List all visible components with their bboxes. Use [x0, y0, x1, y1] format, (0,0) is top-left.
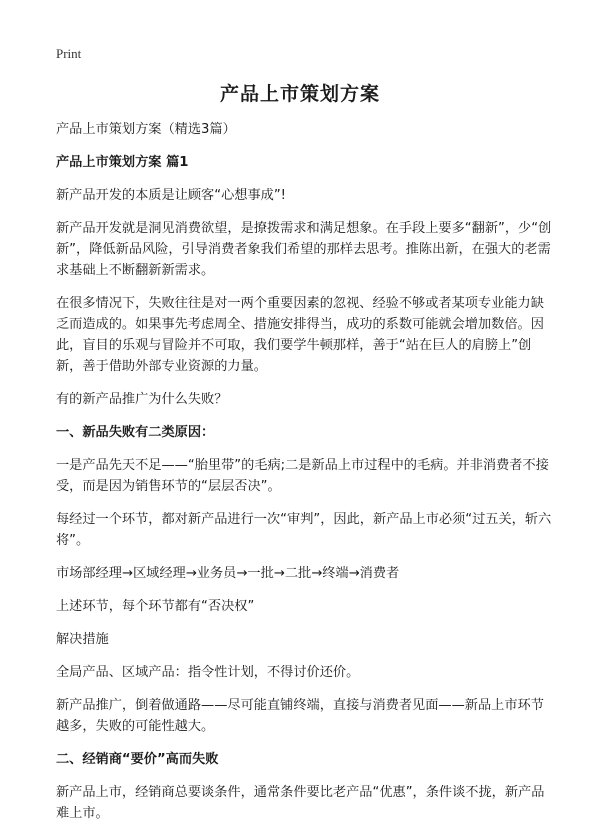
paragraph: 上述环节，每个环节都有“否决权”	[56, 599, 255, 614]
section-heading: 产品上市策划方案 篇1	[56, 155, 189, 170]
print-label: Print	[56, 46, 82, 61]
paragraph: 新产品开发的本质是让顾客“心想事成”!	[56, 188, 286, 203]
paragraph: 新产品推广，倒着做通路——尽可能直铺终端，直接与消费者见面——新品上市环节越多，失败的可能性越大。	[56, 698, 544, 734]
document-title: 产品上市策划方案	[219, 83, 380, 105]
document-subtitle: 产品上市策划方案（精选3篇）	[56, 122, 236, 137]
paragraph: 一是产品先天不足——“胎里带”的毛病;二是新品上市过程中的毛病。并非消费者不接受，而是因为销售环节的“层层否决”。	[56, 458, 549, 494]
section-heading: 一、新品失败有二类原因：	[56, 425, 215, 440]
section-heading: 二、经销商“要价”高而失败	[56, 752, 219, 767]
paragraph: 在很多情况下，失败往往是对一两个重要因素的忽视、经验不够或者某项专业能力缺乏而造成的。如果事先考虑周全、措施安排得当，成功的系数可能就会增加数倍。因此，盲目的乐观与冒险并不可取，我们要学牛顿那样，善于“站在巨人的肩膀上”创新，善于借助外部专业资源的力量。	[56, 296, 544, 374]
paragraph: 有的新产品推广为什么失败？	[56, 392, 228, 407]
paragraph: 新产品开发就是洞见消费欲望，是撩拨需求和满足想象。在手段上要多“翻新”，少“创新”，降低新品风险，引导消费者象我们希望的那样去思考。推陈出新，在强大的老需求基础上不断翻新新需求。	[56, 221, 552, 278]
paragraph: 全局产品、区域产品：指令性计划，不得讨价还价。	[56, 665, 360, 680]
paragraph: 解决措施	[56, 632, 109, 647]
paragraph: 市场部经理→区域经理→业务员→一批→二批→终端→消费者	[56, 566, 400, 581]
paragraph: 新产品上市，经销商总要谈条件，通常条件要比老产品“优惠”，条件谈不拢，新产品难上市。	[56, 785, 545, 821]
paragraph: 每经过一个环节，都对新产品进行一次“审判”，因此，新产品上市必须“过五关，斩六将”。	[56, 512, 552, 548]
document-body	[56, 119, 556, 836]
